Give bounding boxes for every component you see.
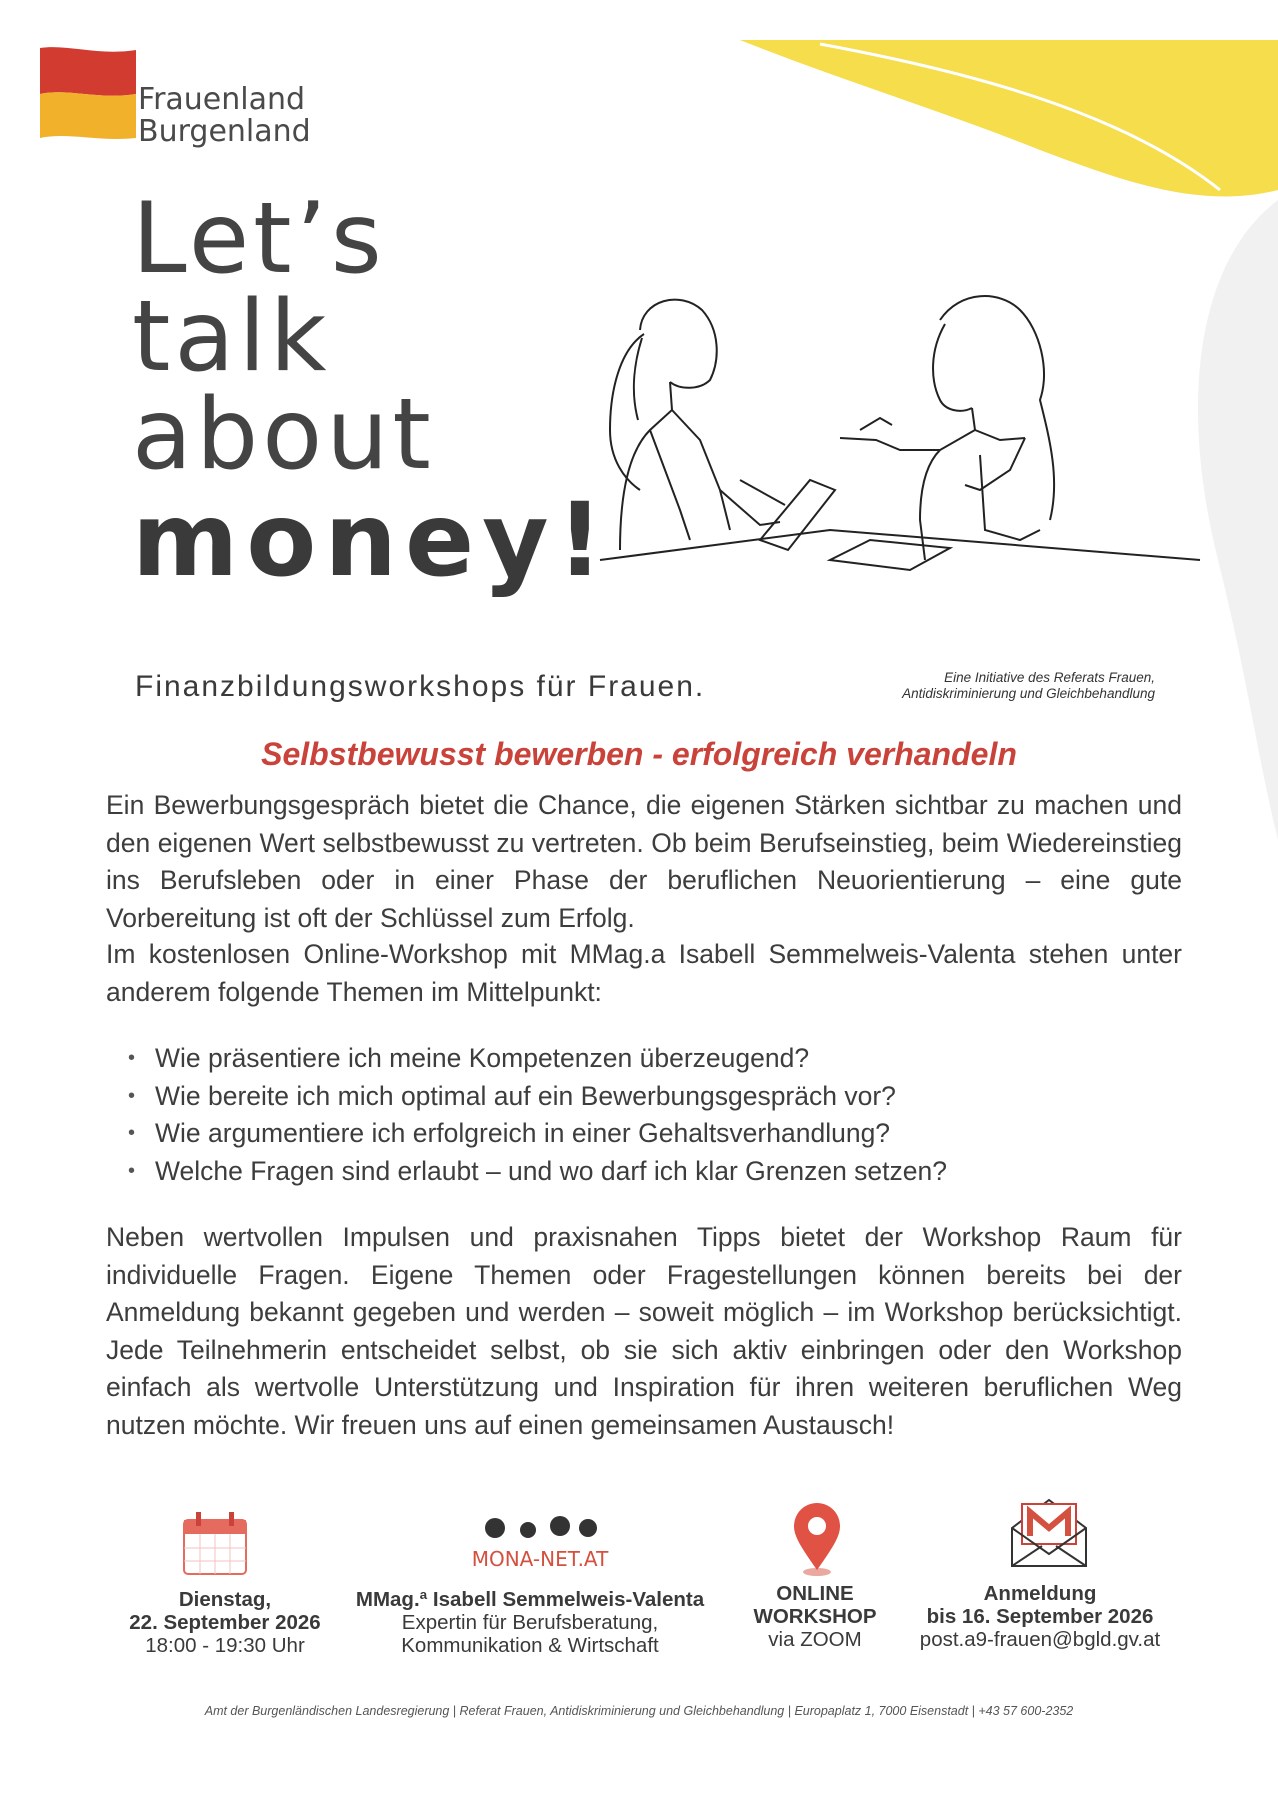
event-time: 18:00 - 19:30 Uhr <box>145 1634 305 1657</box>
expert-info <box>345 1588 715 1657</box>
expert-role-line1: Expertin für Berufsberatung, <box>401 1611 659 1634</box>
two-women-illustration <box>580 290 1220 630</box>
initiative-line2: Antidiskriminierung und Gleichbehandlung <box>902 686 1155 701</box>
event-day: Dienstag, <box>178 1588 272 1611</box>
online-line2: WORKSHOP <box>753 1605 877 1628</box>
subtitle: Finanzbildungsworkshops für Frauen. <box>135 670 706 703</box>
list-item: • Wie argumentiere ich erfolgreich in einer Gehaltsverhandlung? <box>128 1115 1188 1153</box>
event-date-value: 22. September 2026 <box>129 1611 321 1634</box>
footer-address: Amt der Burgenländischen Landesregierung | Referat Frauen, Antidiskriminierung und Gleichbehandlung | Europaplatz 1, 7000 Eisenstadt | +43 57 600-2352 <box>204 1704 1074 1718</box>
headline-line4: money! <box>132 481 612 600</box>
logo-text-line2: Burgenland <box>138 114 311 149</box>
online-line3: via ZOOM <box>768 1628 862 1651</box>
registration-info <box>900 1582 1180 1651</box>
headline-line3: about <box>132 378 435 492</box>
svg-text:MONA-NET.AT: MONA-NET.AT <box>471 1547 609 1571</box>
list-item: • Wie präsentiere ich meine Kompetenzen überzeugend? <box>128 1040 1188 1078</box>
topics-intro-paragraph: Im kostenlosen Online-Workshop mit MMag.a Isabell Semmelweis-Valenta stehen unter anderem folgende Themen im Mittelpunkt: <box>106 939 1182 1007</box>
frauenland-logo <box>38 42 338 152</box>
list-item: • Wie bereite ich mich optimal auf ein Bewerbungsgespräch vor? <box>128 1078 1188 1116</box>
registration-label: Anmeldung <box>983 1582 1097 1605</box>
section-title: Selbstbewusst bewerben - erfolgreich verhandeln <box>261 736 1017 772</box>
expert-name: MMag.ª Isabell Semmelweis-Valenta <box>355 1588 705 1611</box>
location-pin-icon <box>790 1502 844 1578</box>
initiative-note <box>820 670 1155 702</box>
mona-net-logo <box>470 1510 610 1580</box>
list-item: • Welche Fragen sind erlaubt – und wo darf ich klar Grenzen setzen? <box>128 1153 1188 1191</box>
mail-icon <box>1008 1494 1090 1570</box>
intro-paragraph: Ein Bewerbungsgespräch bietet die Chance, die eigenen Stärken sichtbar zu machen und den eigenen Wert selbstbewusst zu vertreten. Ob beim Berufseinstieg, beim Wiedereinstieg ins Berufsleben oder in einer Phase der beruflichen Neuorientierung – eine gute Vorbereitung ist oft der Schlüssel zum Erfolg. <box>106 790 1182 933</box>
registration-deadline: bis 16. September 2026 <box>926 1605 1154 1628</box>
calendar-icon <box>180 1508 250 1578</box>
headline-line2: talk <box>132 280 331 394</box>
closing-paragraph: Neben wertvollen Impulsen und praxisnahen Tipps bietet der Workshop Raum für individuelle Fragen. Eigene Themen oder Fragestellungen können bereits bei der Anmeldung bekannt gegeben und werden – soweit möglich – im Workshop berücksichtigt. Jede Teilnehmerin entscheidet selbst, ob sie sich aktiv einbringen oder den Workshop einfach als wertvolle Unterstützung und Inspiration für ihren weiteren beruflichen Weg nutzen möchte. Wir freuen uns auf einen gemeinsamen Austausch! <box>106 1222 1182 1440</box>
initiative-line1: Eine Initiative des Referats Frauen, <box>944 670 1155 685</box>
online-workshop-info <box>730 1582 900 1651</box>
topics-list <box>128 1040 1188 1190</box>
headline-line1: Let’s <box>132 182 386 296</box>
logo-text-line1: Frauenland <box>138 82 306 117</box>
event-date <box>110 1588 340 1657</box>
flag-icon <box>38 42 138 142</box>
registration-email[interactable]: post.a9-frauen@bgld.gv.at <box>919 1628 1161 1651</box>
expert-role-line2: Kommunikation & Wirtschaft <box>401 1634 659 1657</box>
online-line1: ONLINE <box>776 1582 854 1605</box>
